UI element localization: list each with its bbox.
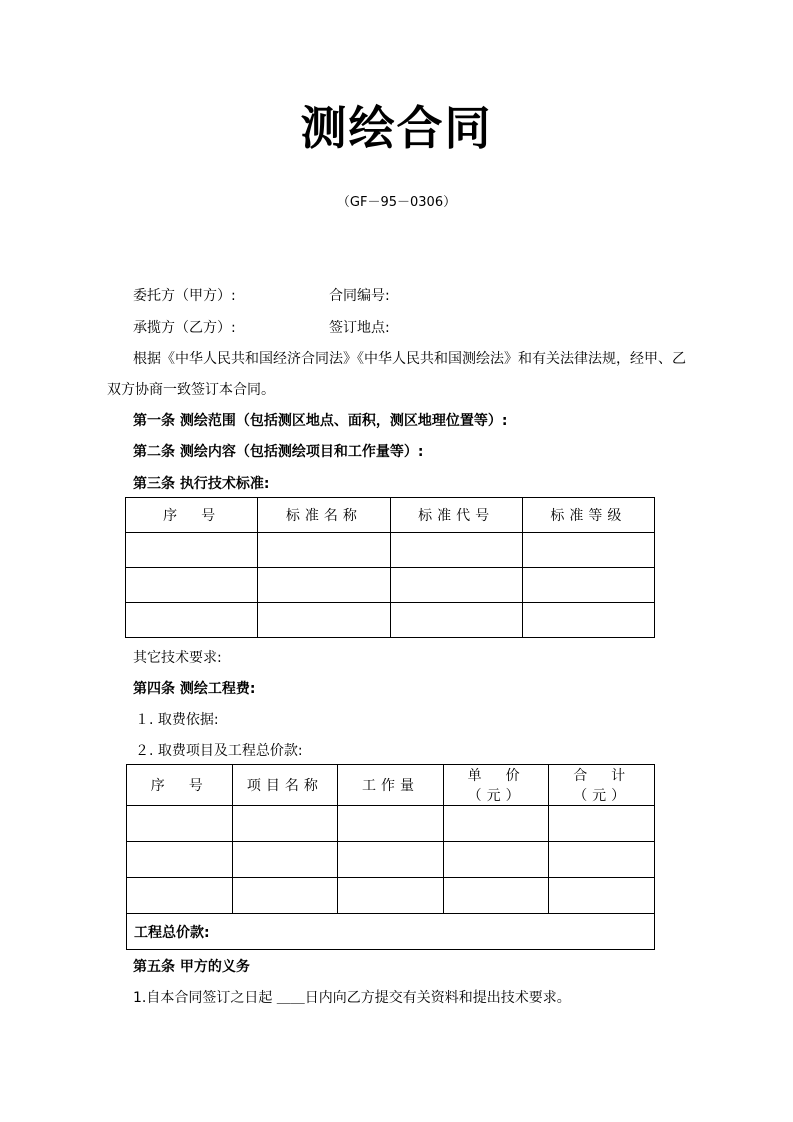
fee-items-label: ２. 取费项目及工程总价款: bbox=[135, 743, 303, 759]
standards-table bbox=[125, 497, 655, 638]
table-cell bbox=[232, 806, 338, 842]
sign-place-label: 签订地点: bbox=[329, 320, 390, 336]
article-1: 第一条 测绘范围（包括测区地点、面积，测区地理位置等）: bbox=[133, 413, 508, 429]
table-cell bbox=[232, 878, 338, 914]
table-cell bbox=[126, 568, 258, 603]
table-row bbox=[126, 568, 655, 603]
table-header-cell: 合 计（元） bbox=[549, 765, 655, 806]
article-2: 第二条 测绘内容（包括测绘项目和工作量等）: bbox=[133, 444, 424, 460]
table-cell bbox=[232, 842, 338, 878]
table-cell bbox=[522, 603, 654, 638]
table-row bbox=[127, 878, 655, 914]
table-cell bbox=[338, 842, 444, 878]
table-header-cell: 序 号 bbox=[127, 765, 233, 806]
table-header-cell: 标准名称 bbox=[258, 498, 390, 533]
table-cell bbox=[549, 806, 655, 842]
table-header-cell: 工作量 bbox=[338, 765, 444, 806]
table-cell bbox=[127, 878, 233, 914]
preamble-line-1: 根据《中华人民共和国经济合同法》《中华人民共和国测绘法》和有关法律法规，经甲、乙 bbox=[133, 351, 686, 367]
table-cell bbox=[549, 842, 655, 878]
table-cell bbox=[258, 603, 390, 638]
article-4: 第四条 测绘工程费: bbox=[133, 681, 256, 697]
article-5: 第五条 甲方的义务 bbox=[133, 959, 250, 975]
table-cell bbox=[127, 806, 233, 842]
table-header-cell: 项目名称 bbox=[232, 765, 338, 806]
table-cell bbox=[338, 806, 444, 842]
fee-basis-label: １. 取费依据: bbox=[135, 712, 219, 728]
table-row bbox=[126, 603, 655, 638]
party-a-label: 委托方（甲方）: bbox=[133, 288, 236, 304]
table-cell bbox=[127, 842, 233, 878]
table-cell bbox=[443, 842, 549, 878]
table-cell bbox=[443, 878, 549, 914]
table-cell bbox=[126, 603, 258, 638]
table-cell bbox=[258, 568, 390, 603]
contract-no-label: 合同编号: bbox=[329, 288, 390, 304]
table-header-cell: 单 价（元） bbox=[443, 765, 549, 806]
table-cell bbox=[443, 806, 549, 842]
other-requirements-label: 其它技术要求: bbox=[133, 650, 222, 666]
table-row bbox=[126, 533, 655, 568]
table-header-cell: 标准代号 bbox=[390, 498, 522, 533]
table-cell bbox=[390, 568, 522, 603]
table-header-cell: 序 号 bbox=[126, 498, 258, 533]
fee-table bbox=[126, 764, 655, 950]
table-cell bbox=[522, 533, 654, 568]
party-b-label: 承揽方（乙方）: bbox=[133, 320, 236, 336]
preamble-line-2: 双方协商一致签订本合同。 bbox=[107, 382, 275, 398]
table-cell bbox=[390, 533, 522, 568]
table-cell bbox=[549, 878, 655, 914]
table-cell bbox=[126, 533, 258, 568]
document-title: 测绘合同 bbox=[300, 101, 493, 155]
article-3: 第三条 执行技术标准: bbox=[133, 476, 270, 492]
table-row bbox=[127, 806, 655, 842]
table-total-row bbox=[127, 914, 655, 950]
table-header-cell: 标准等级 bbox=[522, 498, 654, 533]
table-header-row bbox=[126, 498, 655, 533]
table-cell bbox=[258, 533, 390, 568]
table-row bbox=[127, 842, 655, 878]
total-price-label: 工程总价款: bbox=[127, 914, 655, 950]
table-cell bbox=[390, 603, 522, 638]
table-cell bbox=[522, 568, 654, 603]
obligation-1: 1.自本合同签订之日起 ＿＿日内向乙方提交有关资料和提出技术要求。 bbox=[133, 990, 571, 1006]
table-header-row bbox=[127, 765, 655, 806]
table-cell bbox=[338, 878, 444, 914]
document-code: （GF－95－0306） bbox=[336, 195, 457, 210]
